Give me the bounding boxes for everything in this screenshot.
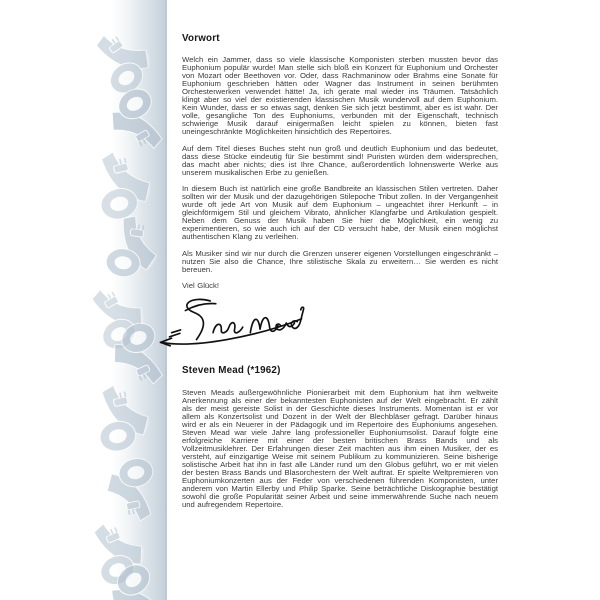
page-content	[182, 33, 498, 518]
foreword-paragraph: Als Musiker sind wir nur durch die Grenzen unserer eigenen Vorstellungen eingeschränkt – nutzen Sie also die Chance, Ihre stilistische Skala zu erweitern… Sie werden es nicht bereuen.	[182, 248, 498, 274]
handwritten-signature	[155, 295, 307, 351]
foreword-paragraph: Auf dem Titel dieses Buches steht nun groß und deutlich Euphonium und das bedeutet, dass diese Stücke eindeutig für Sie bestimmt sind! Puristen würden dem widersprechen, das macht aber nichts; dies ist Ihre Chance, außerordentlich lohnenswerte Werke aus unserem musikalischen Erbe zu genießen.	[182, 143, 498, 177]
foreword-paragraph: Welch ein Jammer, dass so viele klassische Komponisten sterben mussten bevor das Euphonium populär wurde! Man stelle sich bloß ein Konzert für Euphonium und Orchester von Mozart oder Beethoven vor. Oder, dass Rachmaninow oder Brahms eine Sonate für Euphonium geschrieben hätten oder Wagner das Instrument in seinen berühmten Orchesterwerken verwendet hätte! Ja, ich gerate mal wieder ins Träumen. Tatsächlich klingt aber so viel der existierenden klassischen Musik wundervoll auf dem Euphonium. Kein Wunder, dass er so etwas sagt, denken Sie sich jetzt bestimmt, aber es ist wahr. Der volle, gesangliche Ton des Euphoniums, verbunden mit der Eigenschaft, technisch schwierige Musik darauf einigermaßen leicht spielen zu können, bieten fast uneingeschränkte Möglichkeiten hinsichtlich des Repertoires.	[182, 55, 498, 136]
signature-stroke	[213, 323, 243, 333]
foreword-title: Vorwort	[182, 33, 220, 44]
closing-wish: Viel Glück!	[182, 281, 220, 290]
bio-paragraph: Steven Meads außergewöhnliche Pionierarbeit mit dem Euphonium hat ihm weltweite Anerkennung als einer der bekanntesten Euphonisten auf der Welt eingebracht. Er zählt als der meist gereiste Solist in der Geschichte dieses Instruments. Momentan ist er vor allem als Konzertsolist und Dozent in der Welt der Blechbläser gefragt. Darüber hinaus wird er als ein Neuerer in der Pädagogik und im Repertoire des Euphoniums angesehen. Steven Mead war viele Jahre lang professioneller Euphoniumsolist. Darauf folgte eine erfolgreiche Karriere mit einer der besten britischen Brass Bands und als Vollzeitmusiklehrer. Der Erfahrungen dieser Zeit machten aus ihm einen Musiker, der es versteht, auf einzigartige Weise mit seinem Publikum zu kommunizieren. Seine bisherige solistische Arbeit hat ihn in fast alle Länder rund um den Globus geführt, wo er mit vielen der besten Brass Bands und Blasorchestern der Welt auftrat. Er spielte Weltpremieren von Euphoniumkonzerten aus der Feder von verschiedenen führenden Komponisten, unter anderem von Martin Ellerby und Philip Sparke. Seine beträchtliche Diskographie bestätigt sowohl die große Popularität seiner Arbeit und seine immerwährende Suche nach neuem und aufregendem Repertoire.	[182, 388, 498, 509]
signature-stroke	[170, 330, 181, 337]
bio-title: Steven Mead (*1962)	[182, 365, 281, 376]
signature-stroke	[161, 338, 172, 346]
foreword-paragraph: In diesem Buch ist natürlich eine große Bandbreite an klassischen Stilen vertreten. Daher sollten wir der Musik und der dazugehörigen Stilepoche Tribut zollen. In der Vergangenheit wurde oft jede Art von Musik auf dem Euphonium – ungeachtet ihrer Herkunft – in gleichförmigem Stil und gleichem Vibrato, ähnlicher Klangfarbe und Artikulation gespielt. Neben dem Genuss der Musik haben Sie hier die Möglichkeit, ein wenig zu experimentieren, so wie auch ich auf der CD versucht habe, der Musik einen möglichst authentischen Klang zu verleihen.	[182, 184, 498, 241]
